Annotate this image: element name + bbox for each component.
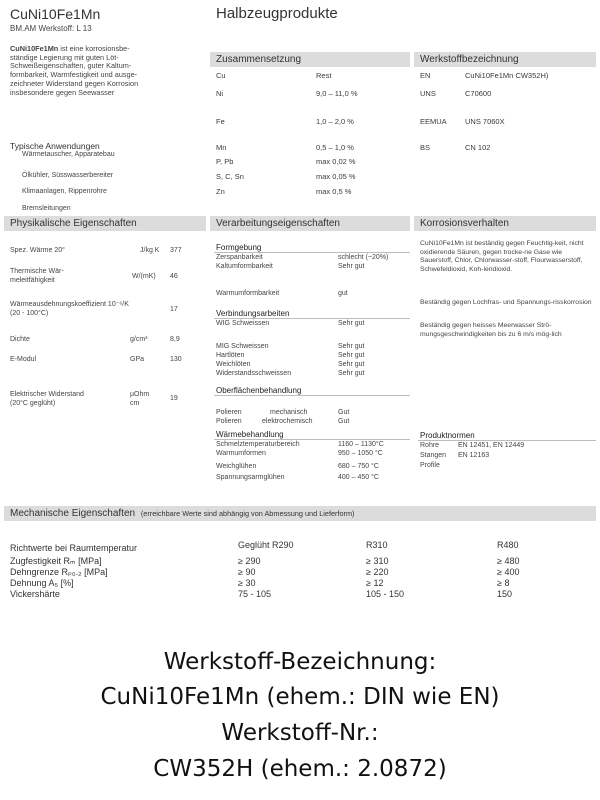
phys-unit: µOhm — [130, 391, 150, 398]
phys-val: 8,9 — [170, 336, 180, 343]
phys-val: 46 — [170, 273, 178, 280]
norm-val: EN 12451, EN 12449 — [458, 442, 525, 449]
surface-rule — [214, 395, 410, 396]
caption-line-2: CuNi10Fe1Mn (ehem.: DIN wie EN) — [100, 684, 500, 710]
proc-name: Schmelztemperaturbereich — [216, 441, 300, 448]
proc-val: Sehr gut — [338, 352, 365, 359]
mech-header-c2: R310 — [366, 540, 388, 550]
application-item: Ölkühler, Süsswasserbereiter — [22, 172, 114, 179]
heat-rule — [214, 439, 410, 440]
proc-val: Sehr gut — [338, 361, 365, 368]
comp-el: Mn — [216, 143, 227, 152]
intro-line-1: ständige Legierung mit guten Löt- — [10, 52, 119, 62]
norms-title: Produktnormen — [420, 431, 475, 440]
proc-name: WIG Schweissen — [216, 320, 270, 327]
forming-title: Formgebung — [216, 243, 262, 252]
physical-title: Physikalische Eigenschaften — [10, 218, 137, 229]
proc-val: gut — [338, 290, 348, 297]
mech-row-c2: ≥ 12 — [366, 578, 384, 588]
phys-val: 19 — [170, 395, 178, 402]
comp-val: Rest — [316, 71, 332, 80]
proc-name: Spannungsarmglühen — [216, 474, 285, 481]
comp-val: max 0,5 % — [316, 187, 352, 196]
intro-line-4: zeichneter Widerstand gegen Korrosion — [10, 78, 139, 88]
intro-line-3: formbarkeit, Warmfestigkeit und ausge- — [10, 70, 138, 80]
comp-val: 0,5 – 1,0 % — [316, 143, 354, 152]
heat-title: Wärmebehandlung — [216, 430, 284, 439]
joining-title: Verbindungsarbeiten — [216, 309, 290, 318]
forming-rule — [214, 252, 410, 253]
caption-line-1: Werkstoff-Bezeichnung: — [163, 649, 437, 675]
composition-band — [210, 52, 410, 67]
phys-name: Dichte — [10, 336, 30, 343]
doc-subtitle: BM.AM Werkstoff: L 13 — [10, 24, 92, 33]
desig-val: C70600 — [465, 89, 492, 98]
desig-std: BS — [420, 143, 431, 152]
comp-el: Cu — [216, 71, 226, 80]
intro-line-0: ist eine korrosionsbe- — [60, 44, 130, 53]
comp-val: 9,0 – 11,0 % — [316, 89, 358, 98]
caption-line-3: Werkstoff-Nr.: — [221, 720, 379, 746]
proc-val: 680 – 750 °C — [338, 463, 379, 470]
phys-val: 17 — [170, 306, 178, 313]
mech-row-name: Dehngrenze Rₚ₀.₂ [MPa] — [10, 567, 108, 577]
phys-unit: W/(mK) — [132, 273, 156, 280]
phys-name2: (20°C geglüht) — [10, 400, 56, 407]
comp-el: Fe — [216, 117, 225, 126]
proc-name: MIG Schweissen — [216, 343, 269, 350]
proc-val: Sehr gut — [338, 320, 365, 327]
proc-name: Polieren — [216, 409, 242, 416]
proc-mid: mechanisch — [270, 409, 308, 416]
application-item: Klimaanlagen, Rippenrohre — [22, 188, 107, 195]
doc-title-left: CuNi10Fe1Mn — [10, 6, 101, 22]
proc-name: Weichlöten — [216, 361, 251, 368]
comp-val: max 0,05 % — [316, 172, 356, 181]
norm-val: EN 12163 — [458, 452, 490, 459]
comp-el: P, Pb — [216, 157, 234, 166]
mechanical-band — [4, 506, 596, 521]
composition-title: Zusammensetzung — [216, 54, 302, 65]
intro-bold: CuNi10Fe1Mn — [10, 44, 59, 53]
norm-name: Rohre — [420, 442, 440, 449]
mech-row-c3: ≥ 400 — [497, 567, 520, 577]
proc-name: Hartlöten — [216, 352, 245, 359]
proc-val: 950 – 1050 °C — [338, 450, 383, 457]
phys-name: Spez. Wärme 20° — [10, 247, 65, 254]
physical-band — [4, 216, 206, 231]
mech-row-c1: ≥ 290 — [238, 556, 261, 566]
corrosion-text-3: Beständig gegen heisses Meerwasser Strö-mungsgeschwindigkeiten bis zu 6 m/s mög-lich — [420, 322, 562, 338]
desig-val: UNS 7060X — [465, 117, 505, 126]
intro-line-2: Schweißeigenschaften, guter Kaltum- — [10, 61, 132, 71]
comp-el: S, C, Sn — [216, 172, 244, 181]
proc-val: 1160 – 1130°C — [338, 441, 384, 448]
phys-unit: g/cm³ — [130, 336, 148, 343]
mech-row-c1: ≥ 30 — [238, 578, 256, 588]
application-item: Bremsleitungen — [22, 205, 71, 212]
mech-row-c3: ≥ 8 — [497, 578, 510, 588]
mech-row-c2: 105 - 150 — [366, 589, 405, 599]
proc-mid: elektrochemisch — [262, 418, 313, 425]
mech-header-c3: R480 — [497, 540, 519, 550]
mech-row-c3: 150 — [497, 589, 513, 599]
phys-name2: meleitfähigkeit — [10, 277, 55, 284]
surface-title: Oberflächenbehandlung — [216, 386, 302, 395]
mech-row-c1: ≥ 90 — [238, 567, 256, 577]
proc-name: Polieren — [216, 418, 242, 425]
desig-std: EEMUA — [420, 117, 447, 126]
mech-row-name: Dehnung A₅ [%] — [10, 578, 74, 588]
phys-name: Thermische Wär- — [10, 268, 64, 275]
mech-row-name: Zugfestigkeit Rₘ [MPa] — [10, 556, 102, 566]
comp-el: Ni — [216, 89, 224, 98]
proc-val: Gut — [338, 418, 350, 425]
norm-name: Stangen — [420, 452, 447, 459]
proc-val: Sehr gut — [338, 263, 365, 270]
processing-title: Verarbeitungseigenschaften — [216, 218, 340, 229]
desig-val: CN 102 — [465, 143, 491, 152]
mechanical-note: (erreichbare Werte sind abhängig von Abmessung und Lieferform) — [140, 509, 355, 518]
corrosion-text: CuNi10Fe1Mn ist beständig gegen Feuchtig-keit, nicht oxidierende Säuren, gegen trocke-ne Gase wie Sauerstoff, Chlor, Chlorwasser-stoff, Flourwasserstoff, Schwefeldioxid, Koh-lendioxid. — [420, 240, 584, 273]
mech-row-c2: ≥ 310 — [366, 556, 389, 566]
intro-line-5: insbesondere gegen Seewasser — [10, 87, 115, 97]
desig-val: CuNi10Fe1Mn CW352H) — [465, 71, 549, 80]
comp-el: Zn — [216, 187, 225, 196]
proc-name: Weichglühen — [216, 463, 257, 470]
proc-val: Gut — [338, 409, 350, 416]
proc-name: Zerspanbarkeit — [216, 254, 263, 261]
phys-name: Elektrischer Widerstand — [10, 391, 84, 398]
phys-val: 130 — [170, 356, 182, 363]
norms-rule — [418, 440, 596, 441]
mech-header-c1: Geglüht R290 — [238, 540, 294, 550]
phys-val: 377 — [170, 247, 182, 254]
designation-band — [414, 52, 596, 67]
desig-std: UNS — [420, 89, 436, 98]
mech-row-c3: ≥ 480 — [497, 556, 520, 566]
mech-row-c1: 75 - 105 — [238, 589, 272, 599]
phys-unit: GPa — [130, 356, 145, 363]
mechanical-title — [10, 508, 354, 519]
applications-title: Typische Anwendungen — [10, 141, 100, 151]
phys-unit: J/kg K — [140, 247, 160, 254]
phys-name: Wärmeausdehnungskoeffizient 10⁻⁶/K — [10, 301, 129, 308]
proc-val: 400 – 450 °C — [338, 474, 379, 481]
proc-name: Widerstandsschweissen — [216, 370, 292, 377]
norm-name: Profile — [420, 462, 440, 469]
phys-unit2: cm — [130, 400, 140, 407]
doc-title: Halbzeugprodukte — [216, 5, 338, 22]
comp-val: 1,0 – 2,0 % — [316, 117, 354, 126]
caption-line-4: CW352H (ehem.: 2.0872) — [153, 756, 447, 782]
processing-band — [210, 216, 410, 231]
mech-header-label: Richtwerte bei Raumtemperatur — [10, 543, 138, 553]
phys-name: E-Modul — [10, 356, 37, 363]
phys-name2: (20 - 100°C) — [10, 310, 49, 317]
mech-row-c2: ≥ 220 — [366, 567, 389, 577]
designation-title: Werkstoffbezeichnung — [420, 54, 519, 65]
proc-name: Warmumformen — [216, 450, 266, 457]
joining-rule — [214, 318, 410, 319]
proc-name: Warmumformbarkeit — [216, 290, 280, 297]
corrosion-text-2: Beständig gegen Lochfras- und Spannungs-risskorrosion — [420, 299, 592, 306]
proc-name: Kaltumformbarkeit — [216, 263, 273, 270]
corrosion-title: Korrosionsverhalten — [420, 218, 509, 229]
application-item: Wärmetauscher, Apparatebau — [22, 151, 115, 158]
proc-val: Sehr gut — [338, 343, 365, 350]
proc-val: schlecht (~20%) — [338, 254, 389, 261]
intro-paragraph — [10, 45, 210, 97]
comp-val: max 0,02 % — [316, 157, 356, 166]
proc-val: Sehr gut — [338, 370, 365, 377]
mechanical-title-text: Mechanische Eigenschaften — [10, 508, 136, 519]
corrosion-band — [414, 216, 596, 231]
desig-std: EN — [420, 71, 431, 80]
mech-row-name: Vickershärte — [10, 589, 60, 599]
